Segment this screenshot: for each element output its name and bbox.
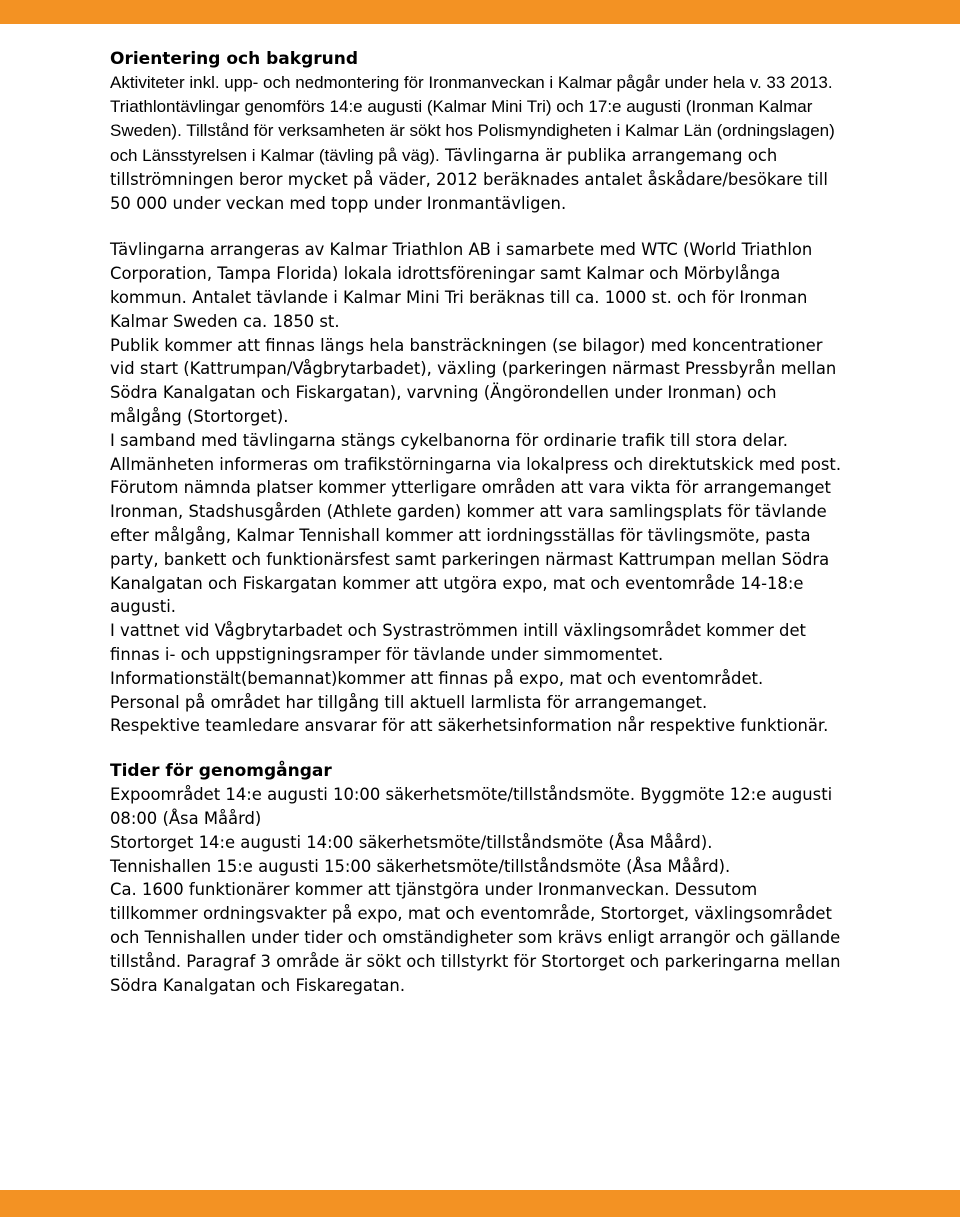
intro-text-narrow: Aktiviteter inkl. upp- och nedmontering för Ironmanveckan i Kalmar pågår under hela v. 33 2013. Triathlontävlingar genomförs 14:e augusti (Kalmar Mini Tri) och 17:e augusti (Ironman Kalmar Sweden). Tillstånd för verksamheten är sökt hos Polismyndigheten i Kalmar Län (ordningslagen) och Länsstyrelsen i Kalmar (tävling på väg).: [110, 73, 835, 165]
header-accent-bar: [0, 0, 960, 24]
officials-paragraph: Ca. 1600 funktionärer kommer att tjänstgöra under Ironmanveckan. Dessutom tillkommer ordningsvakter på expo, mat och eventområde, Stortorget, växlingsområdet och Tennishallen under tider och omständigheter som krävs enligt arrangör och gällande tillstånd. Paragraf 3 område är sökt och tillstyrkt för Stortorget och parkeringarna mellan Södra Kanalgatan och Fiskaregatan.: [110, 880, 841, 995]
organizers-paragraph: Tävlingarna arrangeras av Kalmar Triathlon AB i samarbete med WTC (World Triathlon Corporation, Tampa Florida) lokala idrottsföreningar samt Kalmar och Mörbylånga kommun. Antalet tävlande i Kalmar Mini Tri beräknas till ca. 1000 st. och för Ironman Kalmar Sweden ca. 1850 st.: [110, 240, 813, 331]
stortorget-meeting-paragraph: Stortorget 14:e augusti 14:00 säkerhetsmöte/tillståndsmöte (Åsa Måård).: [110, 832, 713, 852]
section-spacer: [110, 738, 850, 759]
teamleader-paragraph: Respektive teamledare ansvarar för att säkerhetsinformation når respektive funktionär.: [110, 716, 829, 736]
intro-text-continued: Tävlingarna är publika arrangemang och tillströmningen beror mycket på väder, 2012 beräknades antalet åskådare/besökare till 50 000 under veckan med topp under Ironmantävligen.: [110, 145, 828, 213]
document-body: [110, 47, 850, 997]
tennishall-meeting-paragraph: Tennishallen 15:e augusti 15:00 säkerhetsmöte/tillståndsmöte (Åsa Måård).: [110, 856, 731, 876]
footer-accent-bar: [0, 1190, 960, 1217]
section-heading-background: Orientering och bakgrund: [110, 49, 359, 69]
paragraph-spacer: [110, 215, 850, 238]
intro-paragraph: [110, 71, 850, 215]
traffic-paragraph: I samband med tävlingarna stängs cykelbanorna för ordinarie trafik till stora delar. Allmänheten informeras om trafikstörningarna via lokalpress och direktutskick med post.: [110, 430, 842, 474]
water-paragraph: I vattnet vid Vågbrytarbadet och Systraströmmen intill växlingsområdet kommer det finnas i- och uppstigningsramper för tävlande under simmomentet.: [110, 621, 806, 664]
areas-paragraph: Förutom nämnda platser kommer ytterligare områden att vara vikta för arrangemanget Ironman, Stadshusgården (Athlete garden) kommer att vara samlingsplats för tävlande efter målgång, Kalmar Tennishall kommer att iordningsställas för tävlingsmöte, pasta party, bankett och funktionärsfest samt parkeringen närmast Kattrumpan mellan Södra Kanalgatan och Fiskargatan kommer att utgöra expo, mat och eventområde 14-18:e augusti.: [110, 478, 831, 617]
section-heading-meetings: Tider för genomgångar: [110, 761, 332, 782]
staff-paragraph: Personal på området har tillgång till aktuell larmlista för arrangemanget.: [110, 692, 708, 712]
audience-paragraph: Publik kommer att finnas längs hela bansträckningen (se bilagor) med koncentrationer vid start (Kattrumpan/Vågbrytarbadet), växling (parkeringen närmast Pressbyrån mellan Södra Kanalgatan och Fiskargatan), varvning (Ängörondellen under Ironman) och målgång (Stortorget).: [110, 335, 837, 426]
info-tent-paragraph: Informationstält(bemannat)kommer att finnas på expo, mat och eventområdet.: [110, 668, 764, 688]
expo-meeting-paragraph: Expoområdet 14:e augusti 10:00 säkerhetsmöte/tillståndsmöte. Byggmöte 12:e augusti 08:00 (Åsa Måård): [110, 785, 833, 828]
